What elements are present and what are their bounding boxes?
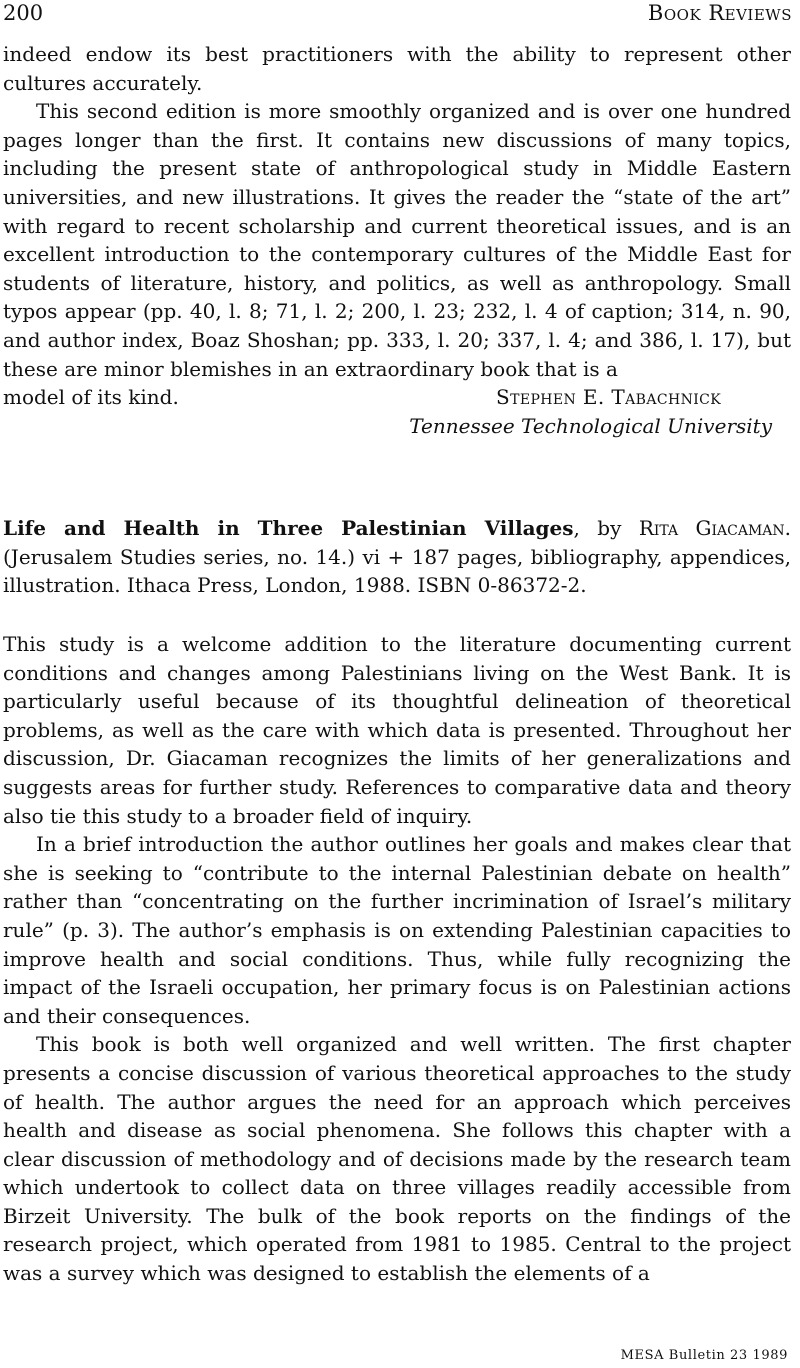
journal-footer: MESA Bulletin 23 1989 — [620, 1348, 788, 1363]
book-citation — [3, 514, 791, 600]
paragraph: indeed endow its best practitioners with the ability to represent other cultures accurately. — [3, 42, 791, 95]
running-head — [3, 0, 792, 30]
book-details: . (Jerusalem Studies series, no. 14.) vi + 187 pages, bibliography, appendices, illustration. Ithaca Press, London, 1988. ISBN 0-86372-2. — [3, 516, 791, 598]
paragraph-last-line: model of its kind. — [3, 385, 179, 410]
page-number: 200 — [3, 1, 44, 25]
paragraph: In a brief introduction the author outlines her goals and makes clear that she is seeking to “contribute to the internal Palestinian debate on health” rather than “concentrating on the further incrimination of Israel’s military rule” (p. 3). The author’s emphasis is on extending Palestinian capacities to improve health and social conditions. Thus, while fully recognizing the impact of the Israeli occupation, her primary focus is on Palestinian actions and their consequences. — [3, 832, 791, 1028]
paragraph: This second edition is more smoothly organized and is over one hundred pages longer than the first. It contains new discussions of many topics, including the present state of anthropological study in Middle Eastern universities, and new illustrations. It gives the reader the “state of the art” with regard to recent scholarship and current theoretical issues, and is an excellent introduction to the contemporary cultures of the Middle East for students of literature, history, and politics, as well as anthropology. Small typos appear (pp. 40, l. 8; 71, l. 2; 200, l. 23; 232, l. 4 of caption; 314, n. 90, and author index, Boaz Shoshan; pp. 333, l. 20; 337, l. 4; and 386, l. 17), but these are minor blemishes in an extraordinary book that is a — [3, 99, 791, 381]
by-text: , by — [573, 516, 639, 540]
book-title: Life and Health in Three Palestinian Villages — [3, 516, 574, 540]
section-title: Book Reviews — [647, 1, 792, 25]
book-author: Rita Giacaman — [638, 516, 785, 540]
paragraph: This study is a welcome addition to the literature documenting current conditions and changes among Palestinians living on the West Bank. It is particularly useful because of its thoughtful delineation of theoretical problems, as well as the care with which data is presented. Throughout her discussion, Dr. Giacaman recognizes the limits of her generalizations and suggests areas for further study. References to comparative data and theory also tie this study to a broader field of inquiry. — [3, 632, 791, 828]
previous-review-ending — [3, 40, 791, 440]
reviewer-affiliation: Tennessee Technological University — [409, 413, 772, 438]
paragraph: This book is both well organized and well written. The first chapter presents a concise discussion of various theoretical approaches to the study of health. The author argues the need for an approach which perceives health and disease as social phenomena. She follows this chapter with a clear discussion of methodology and of decisions made by the research team which undertook to collect data on three villages readily accessible from Birzeit University. The bulk of the book reports on the findings of the research project, which operated from 1981 to 1985. Central to the project was a survey which was designed to establish the elements of a — [3, 1032, 791, 1286]
signature-line — [3, 383, 791, 412]
reviewer-name: Stephen E. Tabachnick — [496, 385, 722, 410]
review-body — [3, 630, 791, 1288]
